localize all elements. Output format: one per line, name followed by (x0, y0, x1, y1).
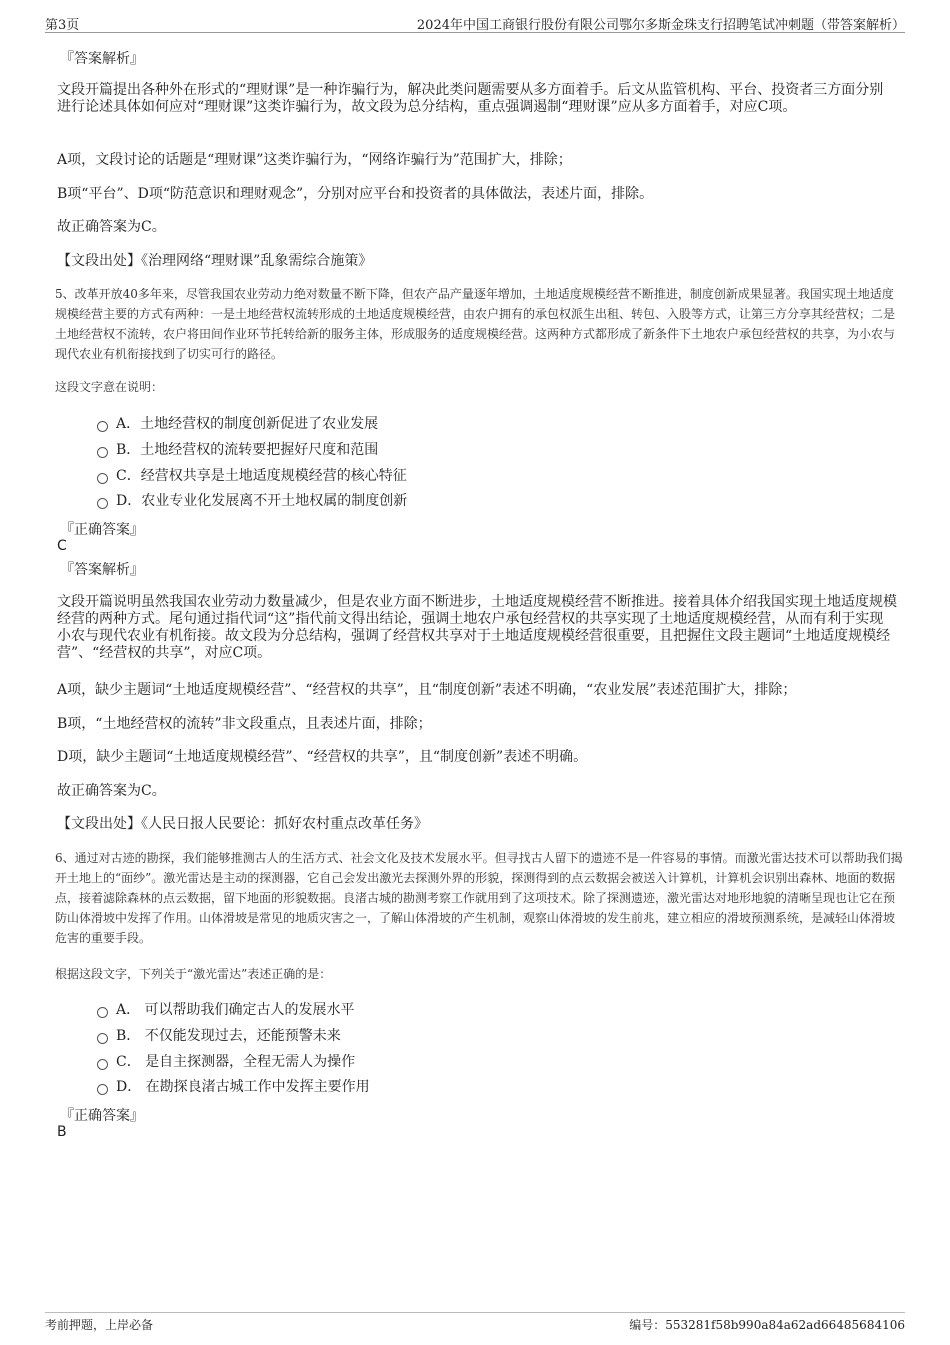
conclusion: 故正确答案为C。 (57, 783, 166, 799)
option-label: D． 在勘探良渚古城工作中发挥主要作用 (116, 1079, 370, 1095)
q5-option-b[interactable] (97, 439, 378, 459)
analysis-label: 『答案解析』 (60, 562, 144, 578)
question-6-stem: 6、通过对古迹的勘探，我们能够推测古人的生活方式、社会文化及技术发展水平。但寻找古人留下的遗迹不是一件容易的事情。而激光雷达技术可以帮助我们揭开土地上的“面纱”。激光雷达是主动的探测器，它自己会发出激光去探测外界的形貌，探测得到的点云数据会被送入计算机，计算机会识别出森林、地面的数据点，接着滤除森林的点云数据，留下地面的形貌数据。良渚古城的勘测考察工作就用到了这项技术。除了探测遗迹，激光雷达对地形地貌的清晰呈现也让它在预防山体滑坡中发挥了作用。山体滑坡是常见的地质灾害之一，了解山体滑坡的产生机制，观察山体滑坡的发生前兆，建立相应的滑坡预测系统，是减轻山体滑坡危害的重要手段。 (55, 851, 903, 945)
option-label: B． 不仅能发现过去，还能预警未来 (116, 1028, 341, 1044)
page-header (45, 12, 905, 33)
analysis-note-a: A项，缺少主题词“土地适度规模经营”、“经营权的共享”，且“制度创新”表述不明确，“农业发展”表述范围扩大，排除； (57, 682, 797, 698)
question-5-stem: 5、改革开放40多年来，尽管我国农业劳动力绝对数量不断下降，但农产品产量逐年增加，土地适度规模经营不断推进，制度创新成果显著。我国实现土地适度规模经营主要的方式有两种：一是土地经营权流转形成的土地适度规模经营，由农户拥有的承包权派生出租、转包、入股等方式，让第三方分享其经营权；二是土地经营权不流转，农户将田间作业环节托转给新的服务主体，形成服务的适度规模经营。这两种方式都形成了新条件下土地农户承包经营权的共享，为小农与现代农业有机衔接找到了切实可行的路径。 (55, 287, 896, 361)
document-id: 编号：553281f58b990a84a62ad66485684106 (629, 1318, 905, 1332)
radio-icon[interactable] (97, 1084, 108, 1095)
analysis-text: 文段开篇说明虽然我国农业劳动力数量减少，但是农业方面不断进步，土地适度规模经营不断推进。接着具体介绍我国实现土地适度规模经营的两种方式。尾句通过指代词“这”指代前文得出结论，强调土地农户承包经营权的共享实现了土地适度规模经营，从而有利于实现小农与现代农业有机衔接。故文段为分总结构，强调了经营权共享对于土地适度规模经营很重要，且把握住文段主题词“土地适度规模经营”、“经营权的共享”，对应C项。 (57, 594, 897, 661)
footer-slogan: 考前押题，上岸必备 (45, 1318, 154, 1332)
analysis-note-b: B项，“土地经营权的流转”非文段重点，且表述片面，排除； (57, 716, 432, 732)
question-5-prompt: 这段文字意在说明： (55, 380, 164, 394)
option-label: D．农业专业化发展离不开土地权属的制度创新 (116, 493, 408, 509)
radio-icon[interactable] (97, 1033, 108, 1044)
q6-option-a[interactable] (97, 999, 355, 1019)
q6-option-b[interactable] (97, 1025, 341, 1045)
radio-icon[interactable] (97, 1059, 108, 1070)
q5-option-a[interactable] (97, 413, 378, 433)
correct-answer-label: 『正确答案』 (60, 522, 144, 538)
correct-answer: B (57, 1124, 67, 1140)
page-footer (45, 1312, 905, 1335)
radio-icon[interactable] (97, 447, 108, 458)
page-number: 第3页 (45, 18, 80, 33)
q5-option-d[interactable] (97, 490, 407, 510)
radio-icon[interactable] (97, 473, 108, 484)
conclusion: 故正确答案为C。 (57, 219, 166, 235)
q6-option-d[interactable] (97, 1076, 370, 1096)
source-citation: 【文段出处】《人民日报人民要论：抓好农村重点改革任务》 (57, 816, 428, 832)
question-6-prompt: 根据这段文字，下列关于“激光雷达”表述正确的是： (55, 967, 332, 981)
radio-icon[interactable] (97, 498, 108, 509)
option-label: A． 可以帮助我们确定古人的发展水平 (116, 1002, 355, 1018)
document-title: 2024年中国工商银行股份有限公司鄂尔多斯金珠支行招聘笔试冲刺题（带答案解析） (416, 18, 905, 33)
correct-answer-label: 『正确答案』 (60, 1108, 144, 1124)
radio-icon[interactable] (97, 421, 108, 432)
option-label: C．经营权共享是土地适度规模经营的核心特征 (116, 468, 407, 484)
analysis-label: 『答案解析』 (60, 51, 144, 67)
analysis-note-a: A项，文段讨论的话题是“理财课”这类诈骗行为，“网络诈骗行为”范围扩大，排除； (57, 152, 572, 168)
option-label: B．土地经营权的流转要把握好尺度和范围 (116, 442, 379, 458)
analysis-note-bd: B项“平台”、D项“防范意识和理财观念”，分别对应平台和投资者的具体做法，表述片面，排除。 (57, 186, 654, 202)
option-label: C． 是自主探测器，全程无需人为操作 (116, 1054, 356, 1070)
radio-icon[interactable] (97, 1007, 108, 1018)
analysis-note-d: D项，缺少主题词“土地适度规模经营”、“经营权的共享”，且“制度创新”表述不明确。 (57, 749, 588, 765)
source-citation: 【文段出处】《治理网络“理财课”乱象需综合施策》 (57, 253, 373, 269)
analysis-text: 文段开篇提出各种外在形式的“理财课”是一种诈骗行为，解决此类问题需要从多方面着手。后文从监管机构、平台、投资者三方面分别进行论述具体如何应对“理财课”这类诈骗行为，故文段为总分结构，重点强调遏制“理财课”应从多方面着手，对应C项。 (57, 82, 884, 115)
correct-answer: C (57, 538, 67, 554)
option-label: A．土地经营权的制度创新促进了农业发展 (116, 416, 379, 432)
q5-option-c[interactable] (97, 465, 407, 485)
q6-option-c[interactable] (97, 1051, 355, 1071)
